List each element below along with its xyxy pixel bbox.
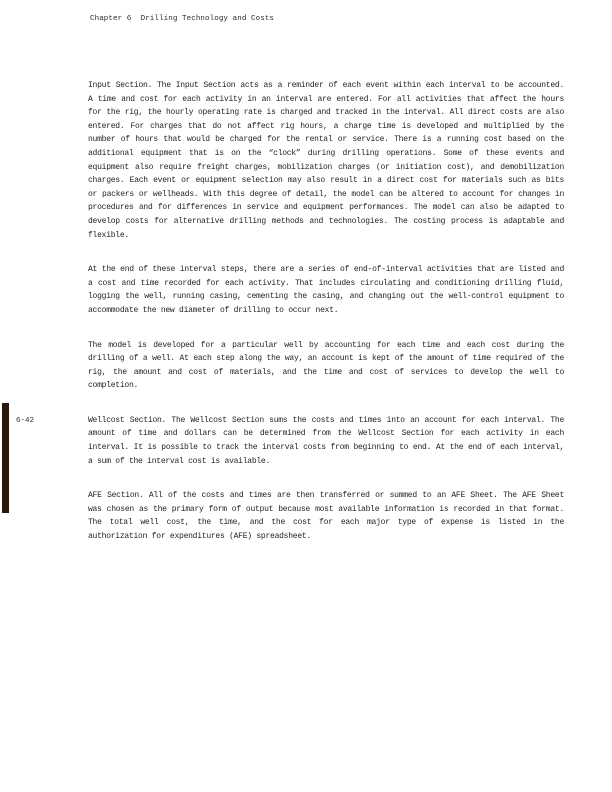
running-header: Chapter 6 Drilling Technology and Costs [90,15,275,23]
chapter-margin-bar [2,403,9,513]
section-lead-afe: AFE Section. [88,491,144,501]
section-lead-wellcost: Wellcost Section. [88,415,167,425]
paragraph-body: The Wellcost Section sums the costs and times into an account for each interval. The amount of time and dollars can be determined from the Wellcost Section for each activity in each interval. It is possible to track the interval costs from beginning to end. At the end of each interval, a sum of the interval cost is available. [88,415,564,466]
paragraph-body: All of the costs and times are then transferred or summed to an AFE Sheet. The AFE Sheet was chosen as the primary form of output because most available information is recorded in that format. The total well cost, the time, and the cost for each major type of expense is listed in the authorization for expenditures (AFE) spreadsheet. [88,491,565,542]
paragraph-model-development [88,339,564,393]
paragraph-input-section [88,79,564,242]
paragraph-body: The model is developed for a particular well by accounting for each time and each cost during the drilling of a well. At each step along the way, an account is kept of the amount of time required of the rig, the amount and cost of materials, and the time and cost of services to develop the well to completion. [88,340,564,391]
paragraph-body: At the end of these interval steps, there are a series of end-of-interval activities that are listed and a cost and time recorded for each activity. That includes circulating and conditioning drilling fluid, logging the well, running casing, cementing the casing, and changing out the well-control equipment to accommodate the new diameter of drilling to occur next. [88,265,564,315]
paragraph-body: The Input Section acts as a reminder of each event within each interval to be accounted. A time and cost for each activity in an interval are entered. For all activities that affect the hours for the rig, the hourly operating rate is charged and tracked in the interval. All direct costs are also entered. For charges that do not affect rig hours, a charge time is developed and multiplied by the number of hours that would be charged for the rental or service. There is a running cost based on the additional equipment that is on the “clock” during drilling operations. Some of these events and equipment also require freight charges, mobilization charges (or initiation cost), and demobilization charges. Each event or equipment selection may also result in a direct cost for materials such as bits or packers or wellheads. With this degree of detail, the model can be altered to account for changes in procedures and for differences in service and equipment performances. The model can also be adapted to develop costs for alternative drilling methods and technologies. The costing process is adaptable and flexible. [88,81,564,240]
section-lead-input: Input Section. [88,81,153,90]
body-text-block [88,79,564,565]
paragraph-afe-section [88,489,564,543]
paragraph-wellcost-section [88,414,564,468]
page-number: 6-42 [16,417,35,425]
paragraph-end-of-interval [88,263,564,317]
